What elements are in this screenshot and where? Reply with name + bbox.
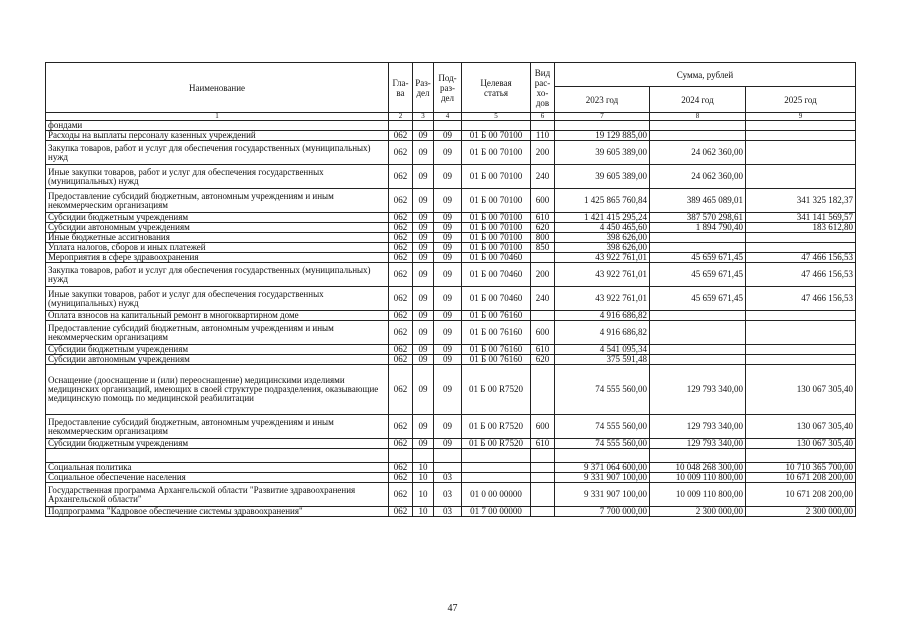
row-podrazdel (434, 463, 462, 473)
row-sum-2024: 24 062 360,00 (650, 141, 746, 165)
row-sum-2023: 74 555 560,00 (555, 439, 650, 449)
row-name: Субсидии бюджетным учреждениям (46, 345, 389, 355)
row-sum-2024: 45 659 671,45 (650, 253, 746, 263)
row-razdel: 10 (413, 463, 434, 473)
column-number-row (46, 113, 856, 121)
row-razdel: 09 (413, 355, 434, 365)
table-row (46, 449, 856, 463)
table-row (46, 439, 856, 449)
row-podrazdel: 03 (434, 483, 462, 507)
row-sum-2023: 375 591,48 (555, 355, 650, 365)
row-glava: 062 (389, 287, 413, 311)
row-podrazdel: 09 (434, 263, 462, 287)
column-number: 3 (413, 113, 434, 121)
row-sum-2023: 74 555 560,00 (555, 415, 650, 439)
table-row (46, 321, 856, 345)
row-sum-2025: 130 067 305,40 (746, 415, 856, 439)
table-row (46, 473, 856, 483)
row-target (462, 121, 531, 131)
row-podrazdel (434, 121, 462, 131)
header-razdel: Раз- дел (413, 63, 434, 113)
row-sum-2024 (650, 355, 746, 365)
row-sum-2024: 10 009 110 800,00 (650, 473, 746, 483)
row-vid (531, 463, 555, 473)
row-podrazdel: 09 (434, 439, 462, 449)
row-sum-2025 (746, 321, 856, 345)
row-sum-2025 (746, 141, 856, 165)
table-row (46, 287, 856, 311)
row-sum-2023: 43 922 761,01 (555, 253, 650, 263)
row-name: Предоставление субсидий бюджетным, автономным учреждениям и иным некоммерческим организациям (46, 415, 389, 439)
row-glava: 062 (389, 345, 413, 355)
row-sum-2025: 47 466 156,53 (746, 287, 856, 311)
row-razdel: 09 (413, 213, 434, 223)
row-target: 01 Б 00 70460 (462, 263, 531, 287)
column-number: 5 (462, 113, 531, 121)
row-target: 01 0 00 00000 (462, 483, 531, 507)
row-sum-2024 (650, 311, 746, 321)
row-sum-2023: 7 700 000,00 (555, 507, 650, 517)
row-sum-2023 (555, 121, 650, 131)
row-podrazdel: 09 (434, 189, 462, 213)
row-sum-2025: 10 710 365 700,00 (746, 463, 856, 473)
table-row (46, 263, 856, 287)
column-number: 1 (46, 113, 389, 121)
row-name (46, 449, 389, 463)
row-podrazdel: 09 (434, 415, 462, 439)
row-sum-2024: 45 659 671,45 (650, 287, 746, 311)
row-name: Оплата взносов на капитальный ремонт в многоквартирном доме (46, 311, 389, 321)
row-name: Государственная программа Архангельской области "Развитие здравоохранения Архангельской области" (46, 483, 389, 507)
row-vid: 200 (531, 263, 555, 287)
column-number: 9 (746, 113, 856, 121)
row-glava: 062 (389, 131, 413, 141)
table-row (46, 507, 856, 517)
row-glava: 062 (389, 223, 413, 233)
row-target: 01 Б 00 70100 (462, 243, 531, 253)
row-target: 01 Б 00 76160 (462, 311, 531, 321)
row-razdel: 09 (413, 321, 434, 345)
row-razdel: 10 (413, 507, 434, 517)
table-row (46, 311, 856, 321)
row-sum-2024 (650, 243, 746, 253)
row-glava: 062 (389, 321, 413, 345)
row-razdel: 09 (413, 365, 434, 415)
header-name: Наименование (46, 63, 389, 113)
row-name: Расходы на выплаты персоналу казенных учреждений (46, 131, 389, 141)
table-body (46, 121, 856, 517)
column-number: 2 (389, 113, 413, 121)
row-name: Закупка товаров, работ и услуг для обеспечения государственных (муниципальных) нужд (46, 263, 389, 287)
row-vid: 200 (531, 141, 555, 165)
row-name: Иные закупки товаров, работ и услуг для обеспечения государственных (муниципальных) нужд (46, 287, 389, 311)
row-target (462, 463, 531, 473)
row-podrazdel: 09 (434, 223, 462, 233)
row-sum-2023: 4 541 095,34 (555, 345, 650, 355)
row-name: Социальное обеспечение населения (46, 473, 389, 483)
row-glava: 062 (389, 439, 413, 449)
row-sum-2025 (746, 449, 856, 463)
row-target (462, 473, 531, 483)
row-sum-2025 (746, 131, 856, 141)
row-glava: 062 (389, 141, 413, 165)
budget-table (45, 62, 856, 517)
row-target (462, 449, 531, 463)
row-podrazdel: 09 (434, 213, 462, 223)
row-target: 01 Б 00 70460 (462, 253, 531, 263)
row-glava: 062 (389, 365, 413, 415)
row-name: Субсидии бюджетным учреждениям (46, 439, 389, 449)
row-sum-2023: 43 922 761,01 (555, 263, 650, 287)
table-row (46, 483, 856, 507)
row-podrazdel: 09 (434, 311, 462, 321)
row-name: Иные бюджетные ассигнования (46, 233, 389, 243)
row-vid: 600 (531, 321, 555, 345)
row-glava: 062 (389, 243, 413, 253)
table-row (46, 415, 856, 439)
row-name: Закупка товаров, работ и услуг для обеспечения государственных (муниципальных) нужд (46, 141, 389, 165)
row-sum-2024 (650, 321, 746, 345)
row-podrazdel: 09 (434, 233, 462, 243)
row-target: 01 Б 00 R7520 (462, 439, 531, 449)
row-sum-2025: 47 466 156,53 (746, 253, 856, 263)
table-row (46, 463, 856, 473)
row-razdel: 10 (413, 483, 434, 507)
row-sum-2024: 45 659 671,45 (650, 263, 746, 287)
row-razdel: 09 (413, 189, 434, 213)
row-podrazdel: 09 (434, 321, 462, 345)
row-razdel: 09 (413, 131, 434, 141)
row-sum-2024 (650, 345, 746, 355)
row-vid: 610 (531, 213, 555, 223)
row-sum-2023: 39 605 389,00 (555, 165, 650, 189)
row-vid: 610 (531, 439, 555, 449)
row-glava: 062 (389, 463, 413, 473)
row-name: Мероприятия в сфере здравоохранения (46, 253, 389, 263)
row-glava: 062 (389, 233, 413, 243)
row-target: 01 Б 00 76160 (462, 345, 531, 355)
table-row (46, 223, 856, 233)
row-name: Предоставление субсидий бюджетным, автономным учреждениям и иным некоммерческим организациям (46, 321, 389, 345)
row-sum-2025: 130 067 305,40 (746, 439, 856, 449)
row-vid (531, 449, 555, 463)
row-sum-2024: 129 793 340,00 (650, 415, 746, 439)
row-name: Уплата налогов, сборов и иных платежей (46, 243, 389, 253)
row-vid: 240 (531, 287, 555, 311)
row-sum-2024: 2 300 000,00 (650, 507, 746, 517)
table-row (46, 233, 856, 243)
row-sum-2023: 1 421 415 295,24 (555, 213, 650, 223)
row-glava: 062 (389, 415, 413, 439)
row-sum-2023: 9 371 064 600,00 (555, 463, 650, 473)
header-vid: Вид рас- хо- дов (531, 63, 555, 113)
row-name: Предоставление субсидий бюджетным, автономным учреждениям и иным некоммерческим организациям (46, 189, 389, 213)
row-target: 01 Б 00 70100 (462, 141, 531, 165)
row-sum-2025: 10 671 208 200,00 (746, 473, 856, 483)
header-2024: 2024 год (650, 87, 746, 113)
row-sum-2025: 2 300 000,00 (746, 507, 856, 517)
row-podrazdel: 03 (434, 507, 462, 517)
row-name: Социальная политика (46, 463, 389, 473)
row-podrazdel: 09 (434, 165, 462, 189)
row-sum-2024 (650, 121, 746, 131)
row-name: Подпрограмма "Кадровое обеспечение системы здравоохранения" (46, 507, 389, 517)
row-sum-2024 (650, 131, 746, 141)
row-glava: 062 (389, 253, 413, 263)
row-sum-2025 (746, 165, 856, 189)
row-sum-2024: 24 062 360,00 (650, 165, 746, 189)
row-podrazdel: 09 (434, 365, 462, 415)
row-sum-2025: 183 612,80 (746, 223, 856, 233)
row-vid (531, 507, 555, 517)
row-glava: 062 (389, 507, 413, 517)
table-row (46, 121, 856, 131)
row-name: фондами (46, 121, 389, 131)
column-number: 4 (434, 113, 462, 121)
row-podrazdel: 09 (434, 345, 462, 355)
row-vid (531, 253, 555, 263)
row-glava: 062 (389, 355, 413, 365)
table-row (46, 131, 856, 141)
row-glava: 062 (389, 483, 413, 507)
row-razdel: 09 (413, 243, 434, 253)
row-target: 01 Б 00 70100 (462, 189, 531, 213)
row-sum-2024: 389 465 089,01 (650, 189, 746, 213)
row-target: 01 Б 00 70100 (462, 213, 531, 223)
row-target: 01 Б 00 R7520 (462, 365, 531, 415)
row-razdel: 10 (413, 473, 434, 483)
row-sum-2023: 4 916 686,82 (555, 321, 650, 345)
row-vid: 600 (531, 415, 555, 439)
row-glava: 062 (389, 189, 413, 213)
row-razdel: 09 (413, 345, 434, 355)
row-sum-2024: 10 009 110 800,00 (650, 483, 746, 507)
row-sum-2023: 9 331 907 100,00 (555, 483, 650, 507)
row-glava: 062 (389, 213, 413, 223)
row-podrazdel: 09 (434, 253, 462, 263)
header-podrazdel: Под- раз- дел (434, 63, 462, 113)
row-target: 01 Б 00 70100 (462, 165, 531, 189)
row-razdel: 09 (413, 263, 434, 287)
row-razdel: 09 (413, 141, 434, 165)
row-vid: 240 (531, 165, 555, 189)
row-podrazdel: 09 (434, 355, 462, 365)
row-razdel: 09 (413, 415, 434, 439)
row-vid (531, 473, 555, 483)
page-number: 47 (447, 603, 458, 614)
row-target: 01 Б 00 70100 (462, 223, 531, 233)
row-razdel: 09 (413, 223, 434, 233)
row-sum-2023: 1 425 865 760,84 (555, 189, 650, 213)
row-razdel (413, 449, 434, 463)
column-number: 7 (555, 113, 650, 121)
row-vid (531, 483, 555, 507)
row-sum-2025 (746, 233, 856, 243)
row-razdel: 09 (413, 253, 434, 263)
row-vid (531, 365, 555, 415)
row-sum-2025 (746, 345, 856, 355)
row-podrazdel: 09 (434, 141, 462, 165)
row-sum-2025 (746, 243, 856, 253)
row-razdel (413, 121, 434, 131)
row-glava: 062 (389, 263, 413, 287)
table-row (46, 243, 856, 253)
row-target: 01 Б 00 70100 (462, 233, 531, 243)
row-vid: 620 (531, 223, 555, 233)
row-vid: 110 (531, 131, 555, 141)
table-row (46, 213, 856, 223)
row-podrazdel (434, 449, 462, 463)
header-target: Целевая статья (462, 63, 531, 113)
row-sum-2023: 74 555 560,00 (555, 365, 650, 415)
row-glava (389, 449, 413, 463)
header-2023: 2023 год (555, 87, 650, 113)
row-sum-2023: 398 626,00 (555, 243, 650, 253)
row-podrazdel: 09 (434, 287, 462, 311)
row-name: Иные закупки товаров, работ и услуг для обеспечения государственных (муниципальных) нужд (46, 165, 389, 189)
row-sum-2024: 1 894 790,40 (650, 223, 746, 233)
row-podrazdel: 09 (434, 243, 462, 253)
header-glava: Гла- ва (389, 63, 413, 113)
row-vid: 600 (531, 189, 555, 213)
row-target: 01 Б 00 70460 (462, 287, 531, 311)
row-sum-2024: 10 048 268 300,00 (650, 463, 746, 473)
row-vid: 620 (531, 355, 555, 365)
row-name: Субсидии автономным учреждениям (46, 355, 389, 365)
row-vid: 610 (531, 345, 555, 355)
row-vid: 850 (531, 243, 555, 253)
row-sum-2024: 129 793 340,00 (650, 365, 746, 415)
row-sum-2025: 47 466 156,53 (746, 263, 856, 287)
row-razdel: 09 (413, 311, 434, 321)
row-sum-2025: 10 671 208 200,00 (746, 483, 856, 507)
table-row (46, 355, 856, 365)
row-name: Оснащение (дооснащение и (или) переоснащение) медицинскими изделиями медицинских организаций, имеющих в своей структуре подразделения, оказывающие медицинскую помощь по медицинской реабилитации (46, 365, 389, 415)
row-target: 01 Б 00 70100 (462, 131, 531, 141)
row-sum-2024: 387 570 298,61 (650, 213, 746, 223)
row-sum-2025 (746, 121, 856, 131)
row-sum-2024 (650, 449, 746, 463)
row-glava (389, 121, 413, 131)
row-target: 01 7 00 00000 (462, 507, 531, 517)
row-sum-2023 (555, 449, 650, 463)
table-row (46, 345, 856, 355)
row-sum-2025: 341 325 182,37 (746, 189, 856, 213)
row-podrazdel: 09 (434, 131, 462, 141)
row-sum-2023: 39 605 389,00 (555, 141, 650, 165)
table-row (46, 189, 856, 213)
row-razdel: 09 (413, 439, 434, 449)
row-sum-2023: 43 922 761,01 (555, 287, 650, 311)
column-number: 6 (531, 113, 555, 121)
table-row (46, 165, 856, 189)
row-vid (531, 311, 555, 321)
row-target: 01 Б 00 R7520 (462, 415, 531, 439)
row-razdel: 09 (413, 165, 434, 189)
row-razdel: 09 (413, 233, 434, 243)
row-sum-2023: 4 450 465,60 (555, 223, 650, 233)
table-row (46, 141, 856, 165)
row-sum-2023: 9 331 907 100,00 (555, 473, 650, 483)
row-sum-2023: 4 916 686,82 (555, 311, 650, 321)
row-glava: 062 (389, 473, 413, 483)
row-sum-2025 (746, 311, 856, 321)
row-razdel: 09 (413, 287, 434, 311)
row-name: Субсидии автономным учреждениям (46, 223, 389, 233)
row-podrazdel: 03 (434, 473, 462, 483)
header-sum: Сумма, рублей (555, 63, 856, 87)
row-sum-2024 (650, 233, 746, 243)
row-sum-2025: 341 141 569,57 (746, 213, 856, 223)
column-number: 8 (650, 113, 746, 121)
row-target: 01 Б 00 76160 (462, 321, 531, 345)
row-sum-2025 (746, 355, 856, 365)
row-sum-2025: 130 067 305,40 (746, 365, 856, 415)
table-row (46, 365, 856, 415)
row-name: Субсидии бюджетным учреждениям (46, 213, 389, 223)
row-glava: 062 (389, 311, 413, 321)
row-sum-2023: 19 129 885,00 (555, 131, 650, 141)
row-sum-2024: 129 793 340,00 (650, 439, 746, 449)
row-glava: 062 (389, 165, 413, 189)
row-vid: 800 (531, 233, 555, 243)
table-row (46, 253, 856, 263)
row-target: 01 Б 00 76160 (462, 355, 531, 365)
header-2025: 2025 год (746, 87, 856, 113)
row-vid (531, 121, 555, 131)
row-sum-2023: 398 626,00 (555, 233, 650, 243)
